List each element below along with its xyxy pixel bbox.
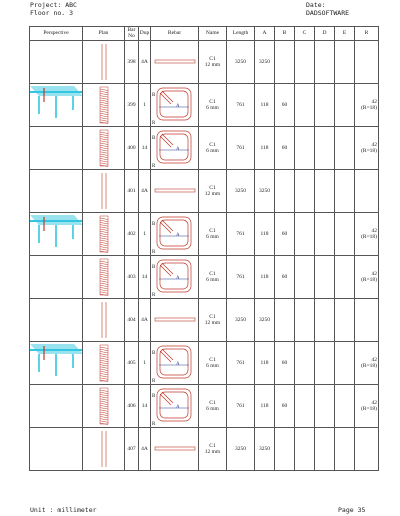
- r-radius: (R=18): [361, 406, 377, 412]
- plan-drawing: [83, 127, 125, 169]
- col-a: A: [255, 27, 275, 41]
- rebar-label-a: A: [176, 233, 180, 238]
- r-radius: (R=18): [361, 277, 377, 283]
- e-cell: [335, 299, 355, 342]
- bar-size: 12 mm: [204, 449, 221, 455]
- rebar-stirrup-drawing: [151, 213, 199, 255]
- r-radius: (R=18): [361, 148, 377, 154]
- bar-size: 12 mm: [204, 191, 221, 197]
- length-cell: 761: [227, 256, 255, 299]
- bar-no-cell: 402: [125, 213, 139, 256]
- bar-size: 6 mm: [206, 277, 219, 283]
- col-e: E: [335, 27, 355, 41]
- b-cell: 60: [275, 127, 295, 170]
- c-cell: [295, 428, 315, 471]
- rebar-label-r: R: [152, 379, 156, 384]
- dup-cell: 4A: [139, 170, 151, 213]
- plan-cell: [83, 213, 125, 256]
- date-label: Date:: [306, 1, 326, 9]
- r-cell: [355, 428, 379, 471]
- a-cell: 118: [255, 84, 275, 127]
- r-radius: (R=18): [361, 234, 377, 240]
- a-cell: 118: [255, 256, 275, 299]
- floor-label: Floor no. 3: [30, 8, 74, 17]
- length-cell: 3250: [227, 41, 255, 84]
- plan-drawing: [83, 428, 125, 470]
- r-value: 42: [371, 142, 377, 148]
- rebar-cell: [151, 41, 199, 84]
- c-cell: [295, 256, 315, 299]
- col-d: D: [315, 27, 335, 41]
- d-cell: [315, 41, 335, 84]
- rebar-stirrup-drawing: [151, 256, 199, 298]
- rebar-cell: [151, 84, 199, 127]
- b-cell: 60: [275, 342, 295, 385]
- e-cell: [335, 256, 355, 299]
- plan-cell: [83, 342, 125, 385]
- rebar-cell: [151, 428, 199, 471]
- perspective-cell: [30, 256, 83, 299]
- dup-cell: 14: [139, 385, 151, 428]
- col-bar-no: Bar No: [125, 27, 139, 41]
- perspective-cell: [30, 342, 83, 385]
- e-cell: [335, 170, 355, 213]
- col-name: Name: [199, 27, 227, 41]
- perspective-drawing: [30, 342, 83, 384]
- r-radius: (R=18): [361, 105, 377, 111]
- a-cell: 118: [255, 127, 275, 170]
- bar-name: C1: [209, 271, 216, 277]
- plan-drawing: [83, 41, 125, 83]
- rebar-label-b: B: [152, 394, 156, 399]
- bar-no-cell: 400: [125, 127, 139, 170]
- bar-size: 12 mm: [204, 62, 221, 68]
- name-cell: [199, 299, 227, 342]
- bar-name: C1: [209, 99, 216, 105]
- c-cell: [295, 127, 315, 170]
- a-cell: 118: [255, 385, 275, 428]
- c-cell: [295, 385, 315, 428]
- plan-cell: [83, 127, 125, 170]
- a-cell: 3250: [255, 170, 275, 213]
- col-r: R: [355, 27, 379, 41]
- plan-drawing: [83, 170, 125, 212]
- rebar-label-b: B: [152, 351, 156, 356]
- bar-no-cell: 404: [125, 299, 139, 342]
- a-cell: 3250: [255, 41, 275, 84]
- table-row: [30, 41, 379, 84]
- rebar-label-b: B: [152, 265, 156, 270]
- e-cell: [335, 41, 355, 84]
- perspective-cell: [30, 213, 83, 256]
- rebar-label-a: A: [176, 147, 180, 152]
- unit-label: Unit : millimeter: [30, 506, 97, 514]
- b-cell: 60: [275, 213, 295, 256]
- rebar-straight-drawing: [151, 170, 199, 212]
- dup-cell: 14: [139, 127, 151, 170]
- e-cell: [335, 213, 355, 256]
- page-number: Page 35: [338, 506, 366, 514]
- c-cell: [295, 170, 315, 213]
- length-cell: 3250: [227, 299, 255, 342]
- table-row: [30, 170, 379, 213]
- rebar-label-r: R: [152, 164, 156, 169]
- bar-no-cell: 407: [125, 428, 139, 471]
- r-cell: [355, 342, 379, 385]
- r-cell: [355, 84, 379, 127]
- table-row: [30, 385, 379, 428]
- plan-drawing: [83, 84, 125, 126]
- bar-size: 12 mm: [204, 320, 221, 326]
- rebar-straight-drawing: [151, 299, 199, 341]
- r-cell: [355, 213, 379, 256]
- name-cell: [199, 213, 227, 256]
- bar-no-cell: 406: [125, 385, 139, 428]
- plan-cell: [83, 170, 125, 213]
- c-cell: [295, 84, 315, 127]
- rebar-cell: [151, 342, 199, 385]
- plan-cell: [83, 299, 125, 342]
- perspective-drawing: [30, 213, 83, 255]
- col-perspective: Perspective: [30, 27, 83, 41]
- r-cell: [355, 170, 379, 213]
- c-cell: [295, 342, 315, 385]
- length-cell: 761: [227, 84, 255, 127]
- rebar-label-b: B: [152, 136, 156, 141]
- b-cell: [275, 170, 295, 213]
- rebar-label-b: B: [152, 222, 156, 227]
- r-cell: [355, 299, 379, 342]
- c-cell: [295, 213, 315, 256]
- bar-name: C1: [209, 228, 216, 234]
- d-cell: [315, 213, 335, 256]
- perspective-cell: [30, 428, 83, 471]
- table-header-row: [30, 27, 379, 41]
- col-dup: Dup: [139, 27, 151, 41]
- rebar-cell: [151, 385, 199, 428]
- perspective-cell: [30, 41, 83, 84]
- plan-drawing: [83, 256, 125, 298]
- r-cell: [355, 256, 379, 299]
- d-cell: [315, 385, 335, 428]
- perspective-cell: [30, 299, 83, 342]
- bar-size: 6 mm: [206, 363, 219, 369]
- rebar-label-r: R: [152, 422, 156, 427]
- name-cell: [199, 342, 227, 385]
- table-body: [30, 41, 379, 471]
- perspective-cell: [30, 84, 83, 127]
- plan-drawing: [83, 213, 125, 255]
- bar-name: C1: [209, 400, 216, 406]
- col-rebar: Rebar: [151, 27, 199, 41]
- dup-cell: 4A: [139, 299, 151, 342]
- table-row: [30, 342, 379, 385]
- rebar-label-a: A: [176, 405, 180, 410]
- dup-cell: 14: [139, 256, 151, 299]
- plan-cell: [83, 256, 125, 299]
- perspective-drawing: [30, 84, 83, 126]
- plan-drawing: [83, 299, 125, 341]
- rebar-label-b: B: [152, 93, 156, 98]
- bar-size: 6 mm: [206, 105, 219, 111]
- table-row: [30, 299, 379, 342]
- c-cell: [295, 299, 315, 342]
- table-row: [30, 428, 379, 471]
- length-cell: 761: [227, 213, 255, 256]
- b-cell: [275, 41, 295, 84]
- length-cell: 761: [227, 127, 255, 170]
- e-cell: [335, 127, 355, 170]
- e-cell: [335, 342, 355, 385]
- rebar-schedule-table: [29, 26, 379, 471]
- d-cell: [315, 127, 335, 170]
- name-cell: [199, 428, 227, 471]
- rebar-label-r: R: [152, 121, 156, 126]
- name-cell: [199, 170, 227, 213]
- bar-no-cell: 399: [125, 84, 139, 127]
- rebar-cell: [151, 213, 199, 256]
- project-label: Project: ABC: [30, 1, 77, 9]
- b-cell: 60: [275, 256, 295, 299]
- b-cell: [275, 299, 295, 342]
- b-cell: 60: [275, 84, 295, 127]
- rebar-stirrup-drawing: [151, 342, 199, 384]
- rebar-label-a: A: [176, 362, 180, 367]
- plan-cell: [83, 428, 125, 471]
- r-value: 42: [371, 271, 377, 277]
- name-cell: [199, 41, 227, 84]
- bar-name: C1: [209, 185, 216, 191]
- length-cell: 761: [227, 385, 255, 428]
- col-plan: Plan: [83, 27, 125, 41]
- r-cell: [355, 41, 379, 84]
- d-cell: [315, 299, 335, 342]
- bar-name: C1: [209, 314, 216, 320]
- bar-name: C1: [209, 357, 216, 363]
- rebar-cell: [151, 299, 199, 342]
- rebar-straight-drawing: [151, 428, 199, 470]
- name-cell: [199, 127, 227, 170]
- col-length: Length: [227, 27, 255, 41]
- bar-no-cell: 405: [125, 342, 139, 385]
- name-cell: [199, 385, 227, 428]
- dup-cell: 1: [139, 84, 151, 127]
- rebar-cell: [151, 256, 199, 299]
- d-cell: [315, 342, 335, 385]
- table-row: [30, 256, 379, 299]
- dup-cell: 1: [139, 213, 151, 256]
- d-cell: [315, 170, 335, 213]
- r-cell: [355, 127, 379, 170]
- r-radius: (R=18): [361, 363, 377, 369]
- e-cell: [335, 84, 355, 127]
- bar-no-cell: 398: [125, 41, 139, 84]
- plan-drawing: [83, 342, 125, 384]
- length-cell: 761: [227, 342, 255, 385]
- rebar-stirrup-drawing: [151, 385, 199, 427]
- d-cell: [315, 256, 335, 299]
- r-value: 42: [371, 357, 377, 363]
- length-cell: 3250: [227, 428, 255, 471]
- length-cell: 3250: [227, 170, 255, 213]
- bar-size: 6 mm: [206, 406, 219, 412]
- b-cell: 60: [275, 385, 295, 428]
- plan-cell: [83, 41, 125, 84]
- r-value: 42: [371, 228, 377, 234]
- a-cell: 118: [255, 342, 275, 385]
- bar-size: 6 mm: [206, 148, 219, 154]
- c-cell: [295, 41, 315, 84]
- rebar-label-r: R: [152, 250, 156, 255]
- table-row: [30, 127, 379, 170]
- r-cell: [355, 385, 379, 428]
- d-cell: [315, 84, 335, 127]
- perspective-cell: [30, 170, 83, 213]
- d-cell: [315, 428, 335, 471]
- a-cell: 3250: [255, 299, 275, 342]
- rebar-cell: [151, 170, 199, 213]
- a-cell: 118: [255, 213, 275, 256]
- dup-cell: 4A: [139, 41, 151, 84]
- dup-cell: 1: [139, 342, 151, 385]
- rebar-label-r: R: [152, 293, 156, 298]
- plan-cell: [83, 385, 125, 428]
- bar-name: C1: [209, 443, 216, 449]
- e-cell: [335, 428, 355, 471]
- rebar-stirrup-drawing: [151, 127, 199, 169]
- table-row: [30, 213, 379, 256]
- bar-no-cell: 403: [125, 256, 139, 299]
- a-cell: 3250: [255, 428, 275, 471]
- perspective-cell: [30, 127, 83, 170]
- rebar-label-a: A: [176, 104, 180, 109]
- bar-name: C1: [209, 142, 216, 148]
- plan-drawing: [83, 385, 125, 427]
- table-row: [30, 84, 379, 127]
- rebar-straight-drawing: [151, 41, 199, 83]
- bar-name: C1: [209, 56, 216, 62]
- rebar-label-a: A: [176, 276, 180, 281]
- bar-size: 6 mm: [206, 234, 219, 240]
- col-b: B: [275, 27, 295, 41]
- plan-cell: [83, 84, 125, 127]
- company-label: DADSOFTWARE: [306, 8, 350, 17]
- header-left: [30, 2, 77, 17]
- e-cell: [335, 385, 355, 428]
- header-right: [306, 2, 349, 17]
- rebar-stirrup-drawing: [151, 84, 199, 126]
- r-value: 42: [371, 400, 377, 406]
- rebar-cell: [151, 127, 199, 170]
- col-c: C: [295, 27, 315, 41]
- name-cell: [199, 256, 227, 299]
- perspective-cell: [30, 385, 83, 428]
- b-cell: [275, 428, 295, 471]
- bar-no-cell: 401: [125, 170, 139, 213]
- dup-cell: 4A: [139, 428, 151, 471]
- r-value: 42: [371, 99, 377, 105]
- name-cell: [199, 84, 227, 127]
